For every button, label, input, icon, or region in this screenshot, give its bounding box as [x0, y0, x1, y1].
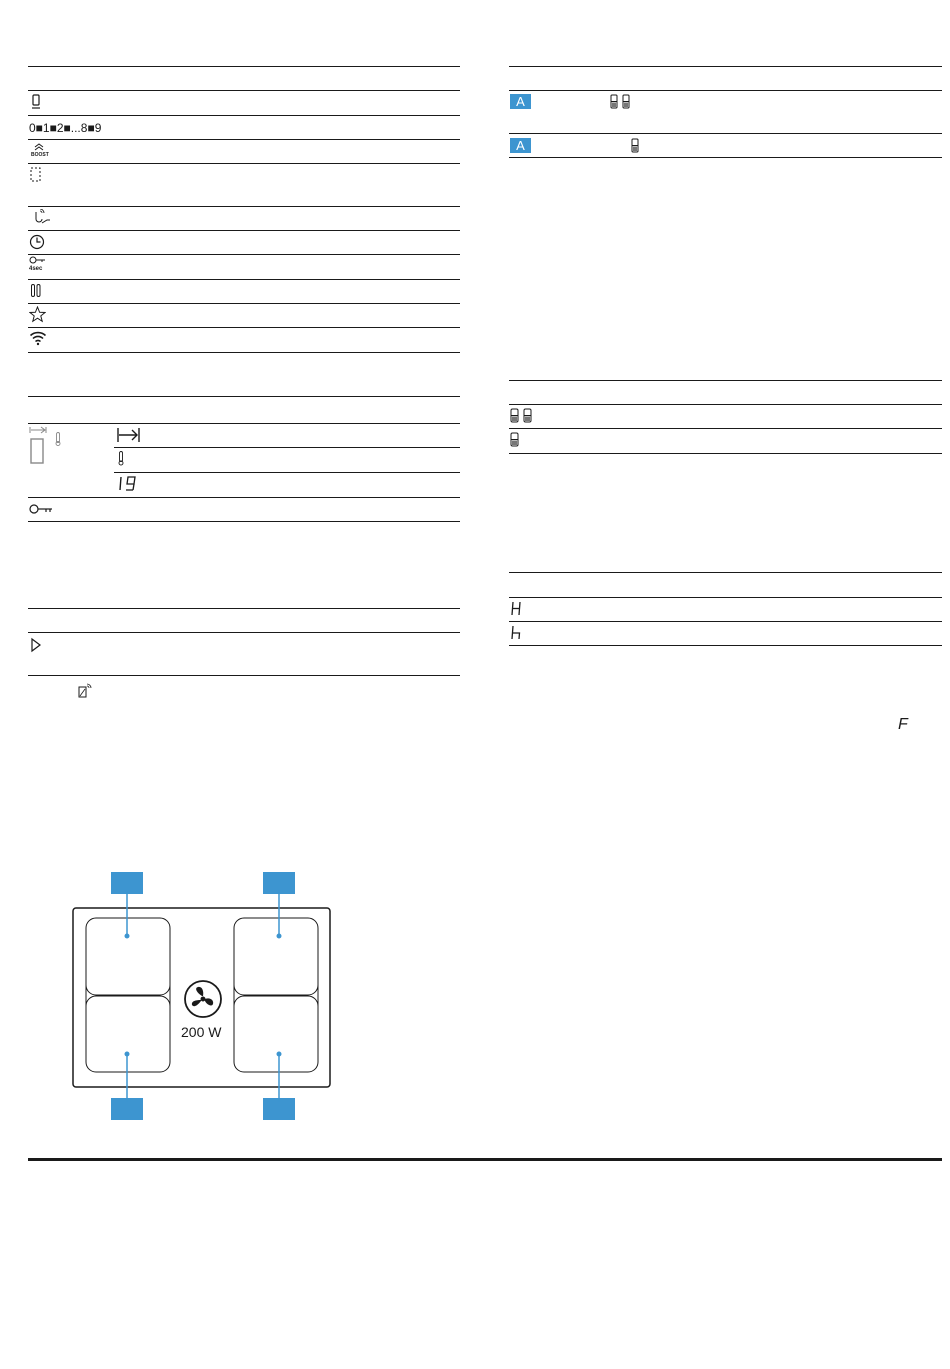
- zone-table-header-rule: [509, 380, 942, 381]
- dashed-zone-icon: [30, 167, 42, 183]
- cooking-sensor-icon: [29, 209, 51, 225]
- zone-table-rule: [509, 404, 942, 405]
- display-table-header-rule: [28, 396, 460, 397]
- zone-display-icon: [29, 425, 51, 465]
- auto-badge: A: [510, 138, 531, 153]
- left-table-rule: [28, 163, 460, 164]
- right-table-rule: [509, 90, 942, 91]
- heat-table-rule: [509, 621, 942, 622]
- remote-start-icon: [78, 683, 92, 699]
- left-table-rule: [28, 90, 460, 91]
- arrow-to-end-icon: [117, 427, 141, 443]
- extractor-power-label: 200 W: [181, 1024, 222, 1040]
- left-table-rule: [28, 139, 460, 140]
- zone-table-rule: [509, 428, 942, 429]
- heat-table-rule: [509, 597, 942, 598]
- segment-number-icon: [117, 475, 139, 492]
- display-table-rule: [28, 497, 460, 498]
- heat-table-end-rule: [509, 645, 942, 646]
- display-table-rule: [28, 423, 460, 424]
- boost-icon-caption: BOOST: [31, 152, 49, 158]
- callout-marker-top-left: [111, 872, 143, 894]
- callout-marker-top-right: [263, 872, 295, 894]
- left-table-end-rule: [28, 352, 460, 353]
- heat-table-header-rule: [509, 572, 942, 573]
- right-table-end-rule: [509, 157, 942, 158]
- combined-zone-icon: [610, 94, 632, 110]
- left-table-rule: [28, 206, 460, 207]
- cooking-zone-icon: [30, 94, 42, 110]
- thermometer-icon: [55, 432, 61, 446]
- single-zone-icon: [631, 138, 641, 154]
- right-table-rule: [509, 133, 942, 134]
- panel-table-rule: [28, 632, 460, 633]
- residual-heat-low-icon: [510, 625, 522, 641]
- right-table-header-rule: [509, 66, 942, 67]
- favourite-star-icon: [29, 306, 46, 323]
- f-segment-symbol: F: [898, 716, 908, 733]
- combined-zone-icon: [510, 408, 534, 424]
- power-level-scale: 0■1■2■...8■9: [29, 121, 102, 135]
- residual-heat-high-icon: [510, 601, 522, 617]
- left-table-rule: [28, 254, 460, 255]
- thermometer-icon: [118, 451, 124, 466]
- childlock-icon-caption: 4sec: [29, 266, 43, 272]
- zone-table-end-rule: [509, 453, 942, 454]
- display-table-rule: [114, 447, 460, 448]
- display-table-end-rule: [28, 521, 460, 522]
- childlock-icon: [29, 256, 47, 266]
- key-icon: [29, 503, 53, 515]
- left-table-rule: [28, 230, 460, 231]
- panel-table-header-rule: [28, 608, 460, 609]
- wifi-icon: [29, 330, 47, 346]
- left-table-header-rule: [28, 66, 460, 67]
- display-table-rule: [114, 472, 460, 473]
- left-table-rule: [28, 279, 460, 280]
- left-table-rule: [28, 327, 460, 328]
- page-footer-rule: [28, 1158, 942, 1161]
- panel-table-end-rule: [28, 675, 460, 676]
- pause-icon: [30, 283, 42, 299]
- play-icon: [30, 637, 42, 653]
- fan-icon: [183, 979, 223, 1019]
- left-table-rule: [28, 303, 460, 304]
- single-zone-icon: [510, 432, 520, 448]
- timer-icon: [29, 234, 45, 250]
- auto-badge: A: [510, 94, 531, 109]
- left-table-rule: [28, 115, 460, 116]
